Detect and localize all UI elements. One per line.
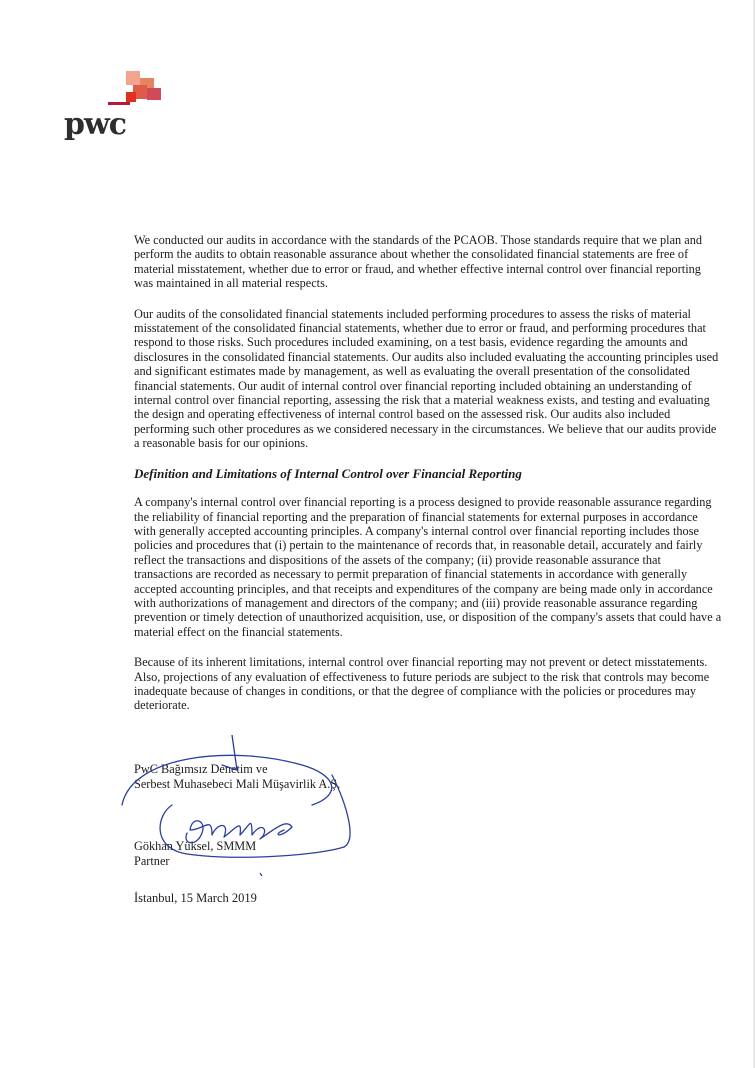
date-line: İstanbul, 15 March 2019 [134,891,257,905]
paragraph-audit-standards: We conducted our audits in accordance with the standards of the PCAOB. Those standards require that we plan and perform the audits to obtain reasonable assurance about whether the consolidated financial statements are free of material misstatement, whether due to error or fraud, and whether effective internal control over financial reporting was maintained in all material respects. [134,233,703,291]
pwc-logo [62,68,172,148]
signature-block [134,762,340,868]
pwc-logo-word: pwc [64,107,127,142]
document-body [134,233,722,729]
firm-name-line2: Serbest Muhasebeci Mali Müşavirlik A.Ş. [134,776,341,791]
signer-title: Partner [134,853,170,868]
firm-name-line1: PwC Bağımsız Denetim ve [134,762,268,776]
signer-name: Gökhan Yüksel, SMMM [134,839,257,854]
paragraph-inherent-limitations: Because of its inherent limitations, internal control over financial reporting may not prevent or detect misstatements. Also, projections of any evaluation of effectiveness to future periods are subject to the risk that controls may become inadequate because of changes in conditions, or that the degree of compliance with the policies or procedures may deteriorate. [134,655,710,713]
paragraph-internal-control-definition: A company's internal control over financial reporting is a process designed to provide reasonable assurance regarding the reliability of financial reporting and the preparation of financial statements for external purposes in accordance with generally accepted accounting principles. A company's internal control over financial reporting includes those policies and procedures that (i) pertain to the maintenance of records that, in reasonable detail, accurately and fairly reflect the transactions and dispositions of the assets of the company; (ii) provide reasonable assurance that transactions are recorded as necessary to permit preparation of financial statements in accordance with generally accepted accounting principles, and that receipts and expenditures of the company are being made only in accordance with authorizations of management and directors of the company; and (iii) provide reasonable assurance regarding prevention or timely detection of unauthorized acquisition, use, or disposition of the company's assets that could have a material effect on the financial statements. [134,495,722,639]
section-heading: Definition and Limitations of Internal Control over Financial Reporting [134,465,522,481]
pwc-logo-icon [62,68,172,108]
paragraph-audit-procedures: Our audits of the consolidated financial statements included performing procedures to assess the risks of material misstatement of the consolidated financial statements, whether due to error or fraud, and performing procedures that respond to those risks. Such procedures included examining, on a test basis, evidence regarding the amounts and disclosures in the consolidated financial statements. Our audits also included evaluating the accounting principles used and significant estimates made by management, as well as evaluating the overall presentation of the consolidated financial statements. Our audit of internal control over financial reporting included obtaining an understanding of internal control over financial reporting, assessing the risk that a material weakness exists, and testing and evaluating the design and operating effectiveness of internal control based on the assessed risk. Our audits also included performing such other procedures as we considered necessary in the circumstances. We believe that our audits provide a reasonable basis for our opinions. [134,306,719,451]
